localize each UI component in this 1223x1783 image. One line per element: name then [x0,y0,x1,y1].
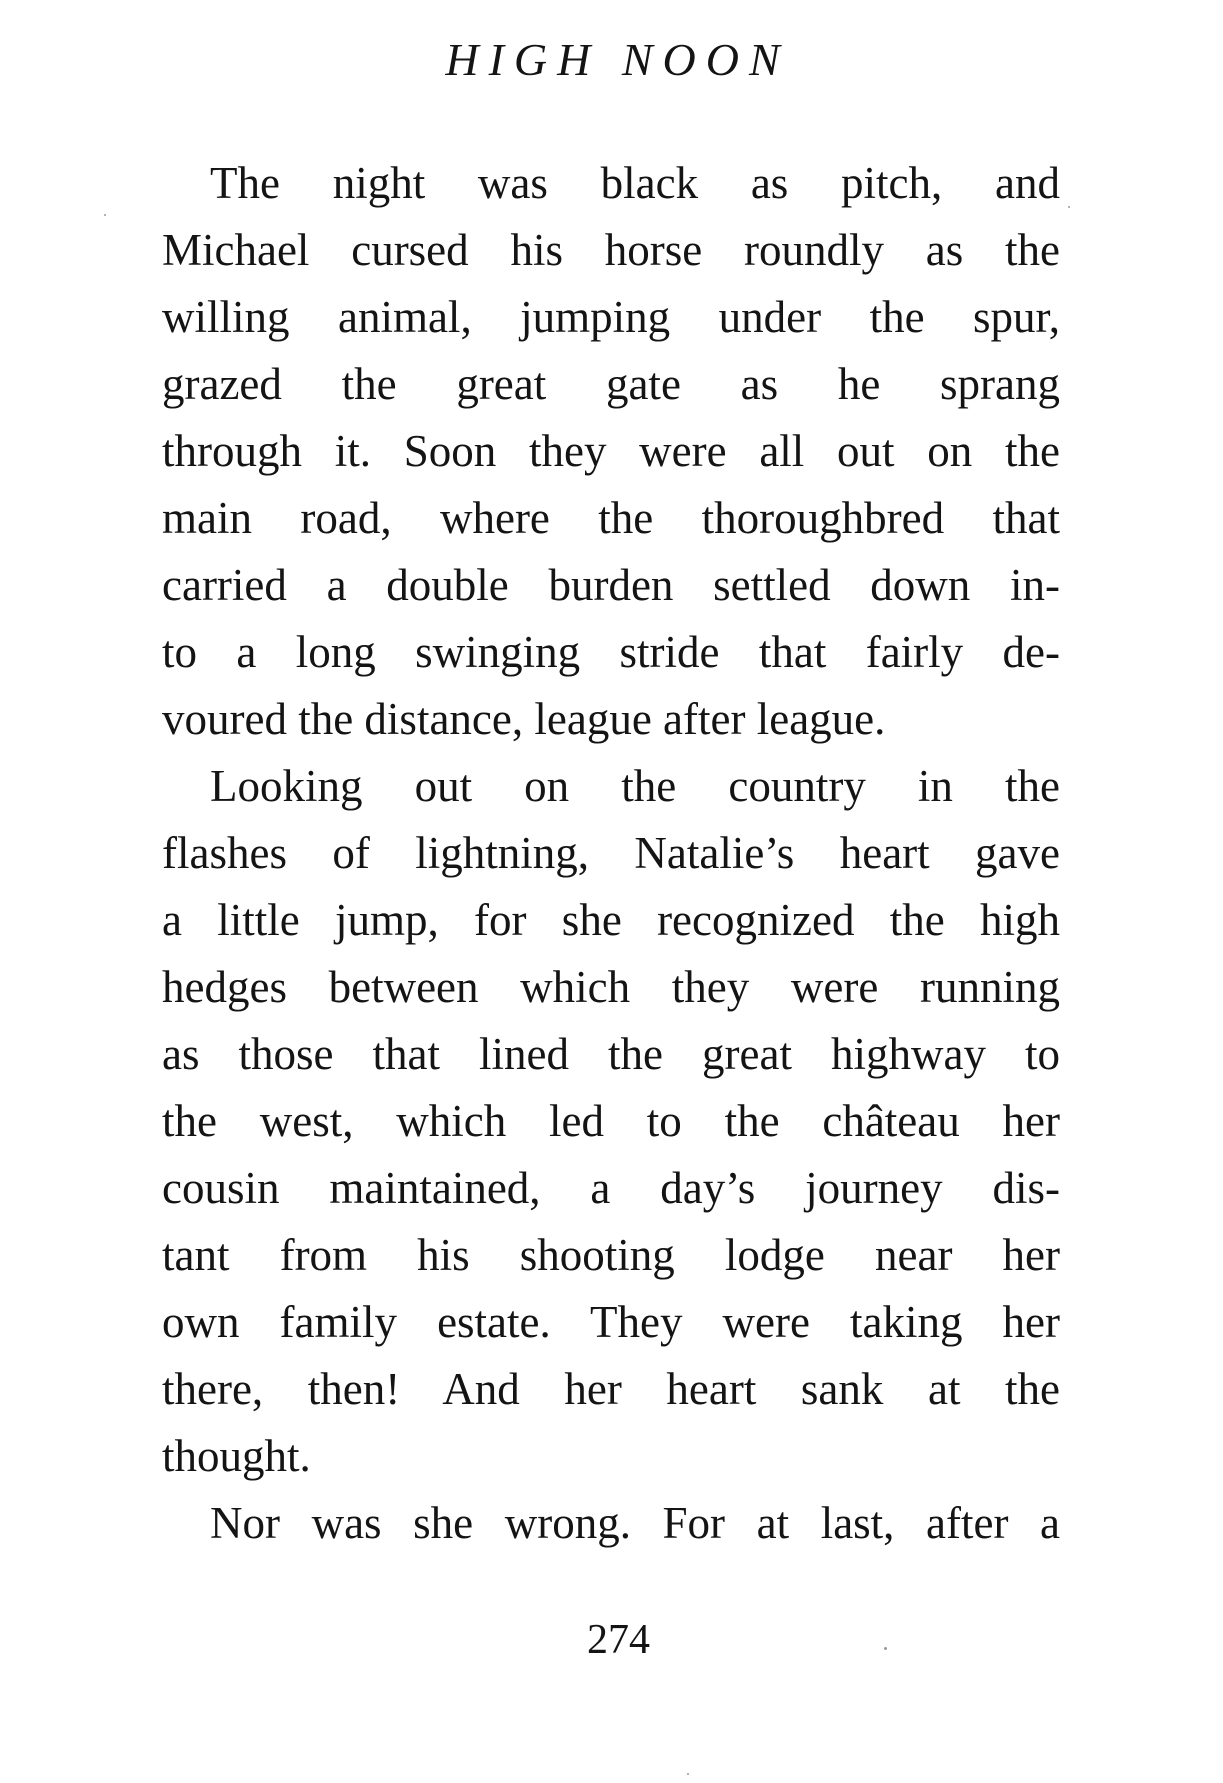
text-line: through it. Soon they were all out on the [162,426,1060,476]
paper-speck [1068,206,1070,208]
page-number: 274 [587,1617,650,1663]
text-line: to a long swinging stride that fairly de- [162,627,1060,677]
text-line: own family estate. They were taking her [162,1297,1060,1347]
text-line: a little jump, for she recognized the high [162,895,1060,945]
text-line: Nor was she wrong. For at last, after a [210,1498,1060,1548]
text-line: willing animal, jumping under the spur, [162,292,1060,342]
text-line: there, then! And her heart sank at the [162,1364,1060,1414]
running-head: HIGH NOON [445,34,790,85]
paper-speck [687,1773,689,1775]
text-line: flashes of lightning, Natalie’s heart gave [162,828,1060,878]
text-line: grazed the great gate as he sprang [162,359,1060,409]
text-line: tant from his shooting lodge near her [162,1230,1060,1280]
text-line: cousin maintained, a day’s journey dis- [162,1163,1060,1213]
text-line: main road, where the thoroughbred that [162,493,1060,543]
text-line: hedges between which they were running [162,962,1060,1012]
text-line: Michael cursed his horse roundly as the [162,225,1060,275]
text-line: The night was black as pitch, and [210,158,1060,208]
paper-speck [104,214,106,216]
paper-speck [884,1647,887,1650]
text-line: Looking out on the country in the [210,761,1060,811]
text-line: the west, which led to the château her [162,1096,1060,1146]
text-line: thought. [162,1431,311,1481]
body-text [162,150,1060,1557]
text-line: voured the distance, league after league. [162,694,886,744]
text-line: carried a double burden settled down in- [162,560,1060,610]
text-line: as those that lined the great highway to [162,1029,1060,1079]
